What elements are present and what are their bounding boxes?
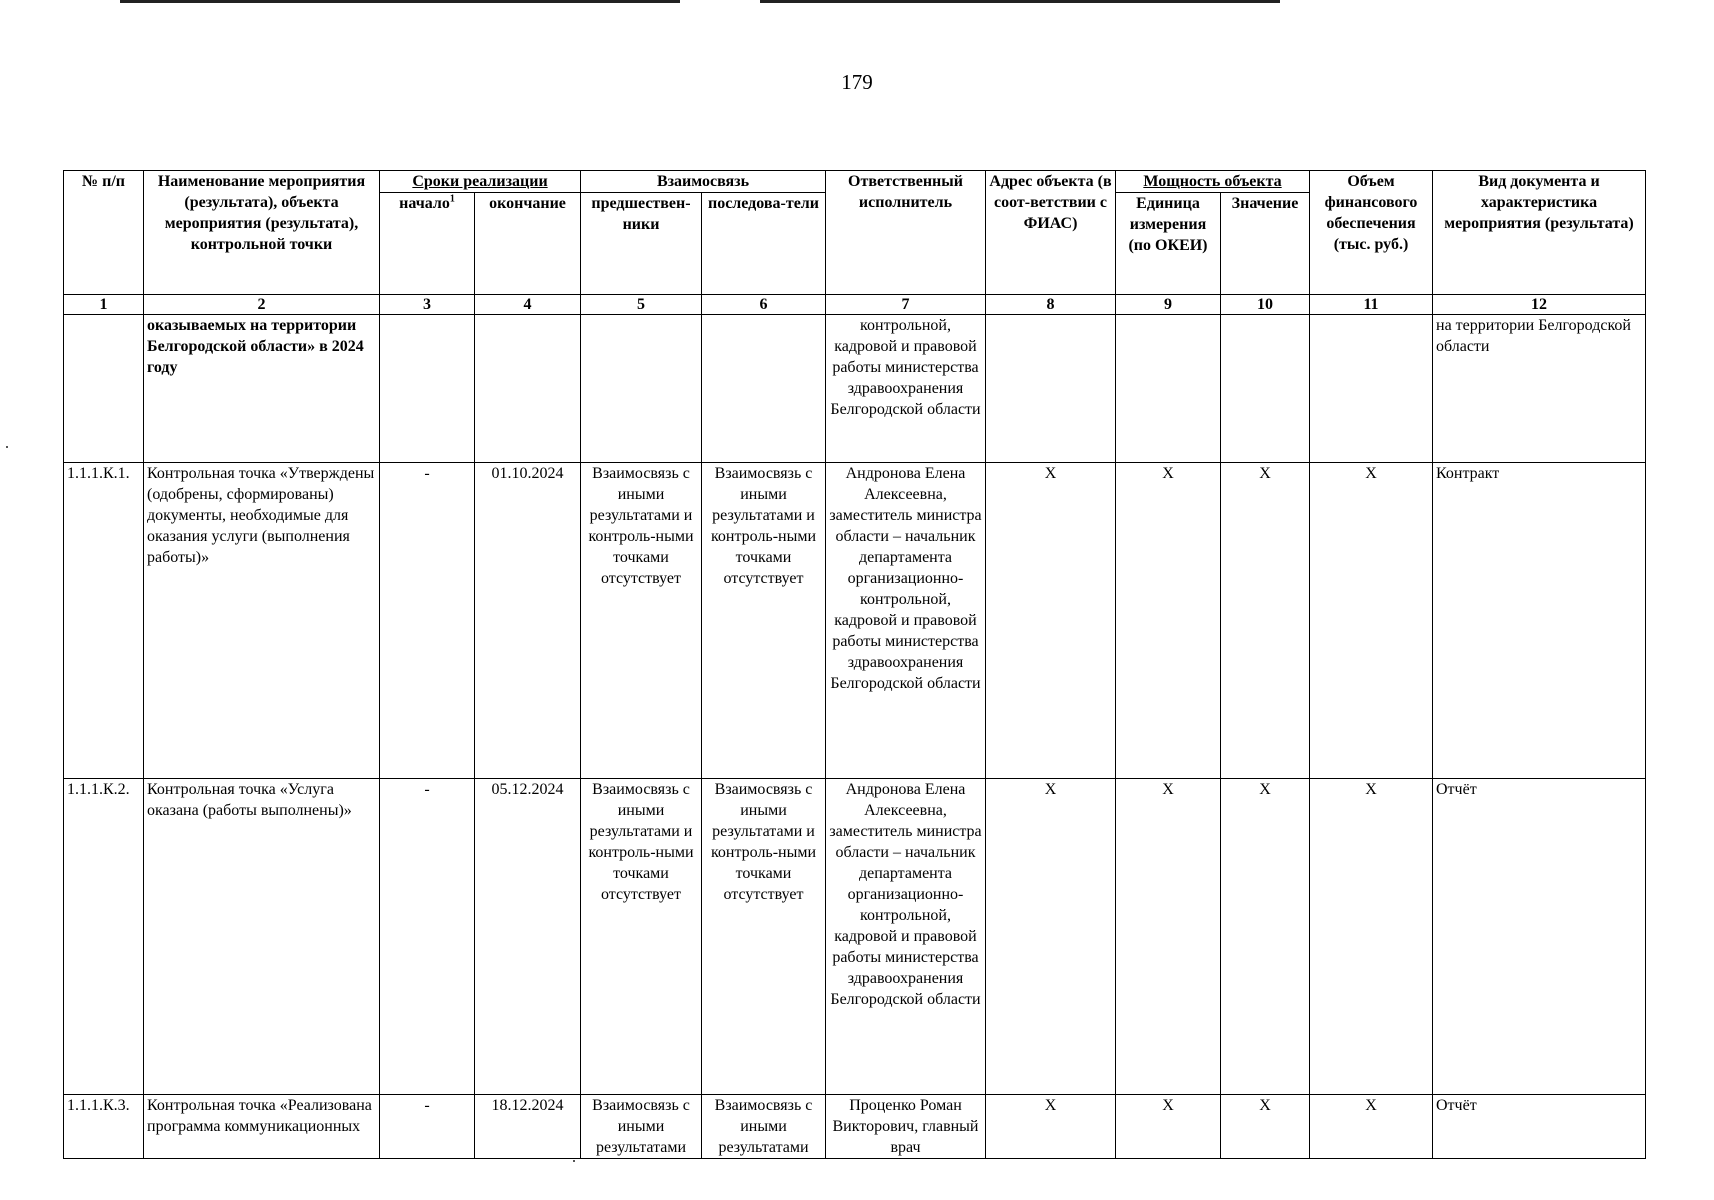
cell-value bbox=[1221, 315, 1310, 463]
cell-value: X bbox=[1221, 1095, 1310, 1159]
cell-address bbox=[986, 315, 1116, 463]
column-number: 1 bbox=[64, 295, 144, 315]
activities-table bbox=[63, 170, 1646, 1159]
cell-unit: X bbox=[1116, 1095, 1221, 1159]
column-number: 4 bbox=[475, 295, 581, 315]
header-terms: Сроки реализации bbox=[380, 171, 581, 193]
cell-doc: Отчёт bbox=[1433, 779, 1646, 1095]
header-start-label: начало bbox=[399, 195, 450, 212]
header-predecessors: предшествен-ники bbox=[581, 193, 702, 295]
header-capacity: Мощность объекта bbox=[1116, 171, 1310, 193]
column-number: 7 bbox=[826, 295, 986, 315]
cell-name: оказываемых на территории Белгородской области» в 2024 году bbox=[144, 315, 380, 463]
header-successors: последова-тели bbox=[702, 193, 826, 295]
cell-num: 1.1.1.К.3. bbox=[64, 1095, 144, 1159]
cell-doc: Отчёт bbox=[1433, 1095, 1646, 1159]
header-start bbox=[380, 193, 475, 295]
cell-num: 1.1.1.К.1. bbox=[64, 463, 144, 779]
column-number: 9 bbox=[1116, 295, 1221, 315]
header-end: окончание bbox=[475, 193, 581, 295]
cell-successors: Взаимосвязь с иными результатами и контроль-ными точками отсутствует bbox=[702, 779, 826, 1095]
cell-finance: X bbox=[1310, 779, 1433, 1095]
cell-predecessors: Взаимосвязь с иными результатами bbox=[581, 1095, 702, 1159]
cell-name: Контрольная точка «Реализована программа коммуникационных bbox=[144, 1095, 380, 1159]
cell-finance: X bbox=[1310, 1095, 1433, 1159]
cell-doc: Контракт bbox=[1433, 463, 1646, 779]
page-number: 179 bbox=[841, 70, 873, 94]
header-responsible: Ответственный исполнитель bbox=[826, 171, 986, 295]
column-number: 2 bbox=[144, 295, 380, 315]
cell-num bbox=[64, 315, 144, 463]
cell-successors bbox=[702, 315, 826, 463]
cell-unit: X bbox=[1116, 463, 1221, 779]
column-number: 10 bbox=[1221, 295, 1310, 315]
cell-unit bbox=[1116, 315, 1221, 463]
header-address: Адрес объекта (в соот-ветствии с ФИАС) bbox=[986, 171, 1116, 295]
cell-responsible: Проценко Роман Викторович, главный врач bbox=[826, 1095, 986, 1159]
header-name: Наименование мероприятия (результата), объекта мероприятия (результата), контрольной точки bbox=[144, 171, 380, 295]
header-doc-type: Вид документа и характеристика мероприятия (результата) bbox=[1433, 171, 1646, 295]
column-number-row bbox=[64, 295, 1646, 315]
cell-value: X bbox=[1221, 779, 1310, 1095]
column-number: 3 bbox=[380, 295, 475, 315]
header-num: № п/п bbox=[64, 171, 144, 295]
cell-predecessors: Взаимосвязь с иными результатами и контроль-ными точками отсутствует bbox=[581, 779, 702, 1095]
cell-address: X bbox=[986, 463, 1116, 779]
header-finance: Объем финансового обеспечения (тыс. руб.) bbox=[1310, 171, 1433, 295]
cell-responsible: контрольной, кадровой и правовой работы министерства здравоохранения Белгородской области bbox=[826, 315, 986, 463]
cell-name: Контрольная точка «Утверждены (одобрены, сформированы) документы, необходимые для оказания услуги (выполнения работы)» bbox=[144, 463, 380, 779]
header-unit: Единица измерения (по ОКЕИ) bbox=[1116, 193, 1221, 295]
cell-responsible: Андронова Елена Алексеевна, заместитель министра области – начальник департамента организационно-контрольной, кадровой и правовой работы министерства здравоохранения Белгородской области bbox=[826, 779, 986, 1095]
table-row bbox=[64, 779, 1646, 1095]
scan-edge-mark bbox=[120, 0, 680, 3]
cell-doc: на территории Белгородской области bbox=[1433, 315, 1646, 463]
cell-predecessors: Взаимосвязь с иными результатами и контроль-ными точками отсутствует bbox=[581, 463, 702, 779]
cell-value: X bbox=[1221, 463, 1310, 779]
cell-start bbox=[380, 315, 475, 463]
header-start-footnote: 1 bbox=[449, 193, 455, 205]
scan-speck bbox=[6, 446, 8, 448]
cell-start: - bbox=[380, 779, 475, 1095]
cell-end: 05.12.2024 bbox=[475, 779, 581, 1095]
cell-address: X bbox=[986, 779, 1116, 1095]
table-row bbox=[64, 463, 1646, 779]
column-number: 6 bbox=[702, 295, 826, 315]
cell-end: 01.10.2024 bbox=[475, 463, 581, 779]
scan-speck bbox=[573, 1160, 575, 1162]
cell-num: 1.1.1.К.2. bbox=[64, 779, 144, 1095]
column-number: 12 bbox=[1433, 295, 1646, 315]
cell-responsible: Андронова Елена Алексеевна, заместитель министра области – начальник департамента организационно-контрольной, кадровой и правовой работы министерства здравоохранения Белгородской области bbox=[826, 463, 986, 779]
scan-edge-mark bbox=[760, 0, 1280, 3]
cell-address: X bbox=[986, 1095, 1116, 1159]
cell-successors: Взаимосвязь с иными результатами bbox=[702, 1095, 826, 1159]
cell-name: Контрольная точка «Услуга оказана (работы выполнены)» bbox=[144, 779, 380, 1095]
column-number: 5 bbox=[581, 295, 702, 315]
header-link: Взаимосвязь bbox=[581, 171, 826, 193]
cell-predecessors bbox=[581, 315, 702, 463]
column-number: 8 bbox=[986, 295, 1116, 315]
cell-end bbox=[475, 315, 581, 463]
cell-finance: X bbox=[1310, 463, 1433, 779]
table-row bbox=[64, 315, 1646, 463]
cell-end: 18.12.2024 bbox=[475, 1095, 581, 1159]
table-row bbox=[64, 1095, 1646, 1159]
cell-start: - bbox=[380, 463, 475, 779]
header-value: Значение bbox=[1221, 193, 1310, 295]
cell-finance bbox=[1310, 315, 1433, 463]
column-number: 11 bbox=[1310, 295, 1433, 315]
cell-successors: Взаимосвязь с иными результатами и контроль-ными точками отсутствует bbox=[702, 463, 826, 779]
cell-start: - bbox=[380, 1095, 475, 1159]
cell-unit: X bbox=[1116, 779, 1221, 1095]
